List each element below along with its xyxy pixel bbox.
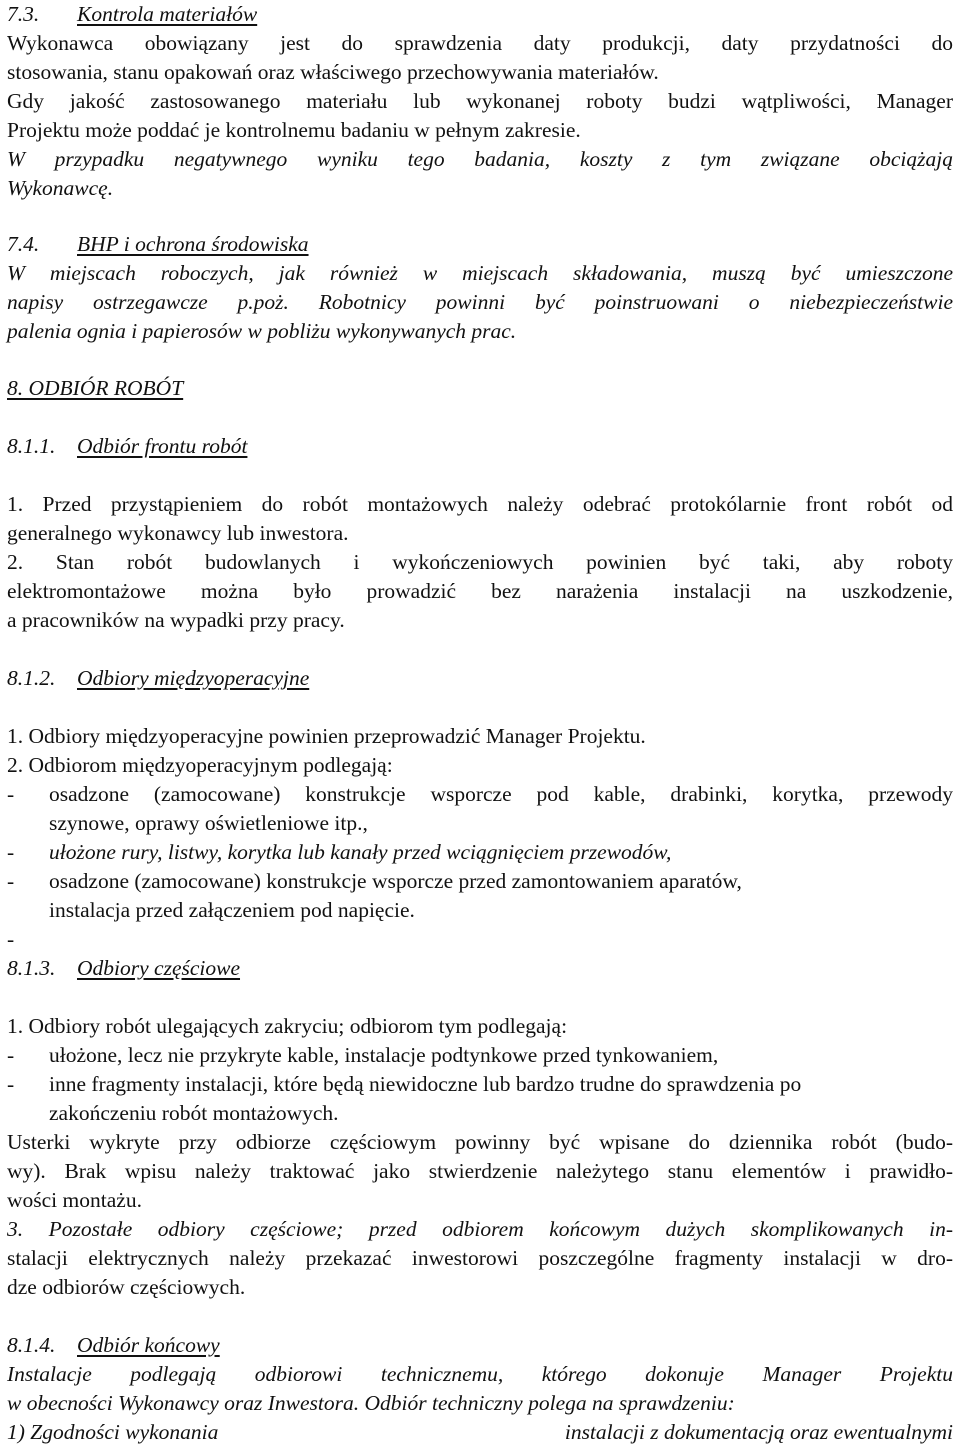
paragraph-line: Projektu może poddać je kontrolnemu badaniu w pełnym zakresie. — [7, 118, 581, 142]
bullet-text: osadzone (zamocowane) konstrukcje wsporcze przed zamontowaniem aparatów, — [49, 869, 742, 893]
list-item-line: 1. Odbiory międzyoperacyjne powinien przeprowadzić Manager Projektu. — [7, 724, 646, 748]
section-8-1-3-heading: 8.1.3. Odbiory częściowe — [7, 956, 241, 980]
section-8-1-1-heading: 8.1.1. Odbiór frontu robót — [7, 434, 248, 458]
bullet-dash: - — [7, 1043, 15, 1067]
list-item-left: 1) Zgodności wykonania — [7, 1420, 219, 1444]
section-8-1-4-heading: 8.1.4. Odbiór końcowy — [7, 1333, 220, 1357]
paragraph-line: Usterki wykryte przy odbiorze częściowym powinny być wpisane do dziennika robót (budo- — [7, 1130, 953, 1154]
list-item-line: a pracowników na wypadki przy pracy. — [7, 608, 345, 632]
section-7-4-title: BHP i ochrona środowiska — [77, 232, 309, 256]
paragraph-line: Instalacje podlegają odbiorowi technicznemu, którego dokonuje Manager Projektu — [7, 1362, 953, 1386]
section-7-4-heading: 7.4. BHP i ochrona środowiska — [7, 232, 309, 256]
bullet-text: osadzone (zamocowane) konstrukcje wsporcze pod kable, drabinki, korytka, przewody — [49, 782, 953, 806]
section-8-1-3-title: Odbiory częściowe — [77, 956, 241, 980]
list-item-right: instalacji z dokumentacją oraz ewentualnymi — [564, 1420, 953, 1444]
list-item-line: generalnego wykonawcy lub inwestora. — [7, 521, 349, 545]
paragraph-line: palenia ognia i papierosów w pobliżu wykonywanych prac. — [7, 319, 517, 343]
bullet-dash: - — [7, 782, 15, 806]
bullet-text: ułożone rury, listwy, korytka lub kanały przed wciągnięciem przewodów, — [49, 840, 672, 864]
paragraph-line: napisy ostrzegawcze p.poż. Robotnicy powinni być poinstruowani o niebezpieczeństwie — [7, 290, 953, 314]
section-8-1-1-title: Odbiór frontu robót — [77, 434, 248, 458]
list-item-line: 1. Przed przystąpieniem do robót montażowych należy odebrać protokólarnie front robót od — [7, 492, 953, 516]
list-item-line: stalacji elektrycznych należy przekazać inwestorowi poszczególne fragmenty instalacji w dro- — [7, 1246, 953, 1270]
list-item-line: 2. Stan robót budowlanych i wykończeniowych powinien być taki, aby roboty — [7, 550, 953, 574]
paragraph-line: stosowania, stanu opakowań oraz właściwego przechowywania materiałów. — [7, 60, 659, 84]
bullet-text: szynowe, oprawy oświetleniowe itp., — [49, 811, 368, 835]
section-7-3-heading: 7.3. Kontrola materiałów — [7, 2, 258, 26]
list-item-line: elektromontażowe można było prowadzić bez narażenia instalacji na uszkodzenie, — [7, 579, 953, 603]
list-item-line — [7, 1418, 953, 1447]
paragraph-line: w obecności Wykonawcy oraz Inwestora. Odbiór techniczny polega na sprawdzeniu: — [7, 1391, 735, 1415]
list-item-line: 1. Odbiory robót ulegających zakryciu; odbiorom tym podlegają: — [7, 1014, 568, 1038]
section-8-1-4-title: Odbiór końcowy — [77, 1333, 220, 1357]
paragraph-line: wości montażu. — [7, 1188, 142, 1212]
section-8-heading: 8. ODBIÓR ROBÓT — [7, 376, 184, 400]
bullet-text: instalacja przed załączeniem pod napięcie. — [49, 898, 415, 922]
paragraph-line: W przypadku negatywnego wyniku tego badania, koszty z tym związane obciążają — [7, 147, 953, 171]
list-item-line: dze odbiorów częściowych. — [7, 1275, 246, 1299]
bullet-text: zakończeniu robót montażowych. — [49, 1101, 339, 1125]
paragraph-line: Wykonawca obowiązany jest do sprawdzenia daty produkcji, daty przydatności do — [7, 31, 953, 55]
bullet-dash: - — [7, 869, 15, 893]
paragraph-line: Gdy jakość zastosowanego materiału lub wykonanej roboty budzi wątpliwości, Manager — [7, 89, 953, 113]
bullet-dash: - — [7, 1072, 15, 1096]
bullet-dash: - — [7, 927, 15, 951]
bullet-dash: - — [7, 840, 15, 864]
list-item-line: 3. Pozostałe odbiory częściowe; przed odbiorem końcowym dużych skomplikowanych in- — [7, 1217, 953, 1241]
list-item-line: 2. Odbiorom międzyoperacyjnym podlegają: — [7, 753, 393, 777]
paragraph-line: Wykonawcę. — [7, 176, 114, 200]
bullet-text: ułożone, lecz nie przykryte kable, instalacje podtynkowe przed tynkowaniem, — [49, 1043, 719, 1067]
bullet-text: inne fragmenty instalacji, które będą niewidoczne lub bardzo trudne do sprawdzenia po — [49, 1072, 802, 1096]
section-8-1-2-title: Odbiory międzyoperacyjne — [77, 666, 310, 690]
section-7-3-title: Kontrola materiałów — [77, 2, 258, 26]
paragraph-line: W miejscach roboczych, jak również w miejscach składowania, muszą być umieszczone — [7, 261, 953, 285]
section-8-1-2-heading: 8.1.2. Odbiory międzyoperacyjne — [7, 666, 310, 690]
paragraph-line: wy). Brak wpisu należy traktować jako stwierdzenie należytego stanu elementów i prawidło- — [7, 1159, 953, 1183]
